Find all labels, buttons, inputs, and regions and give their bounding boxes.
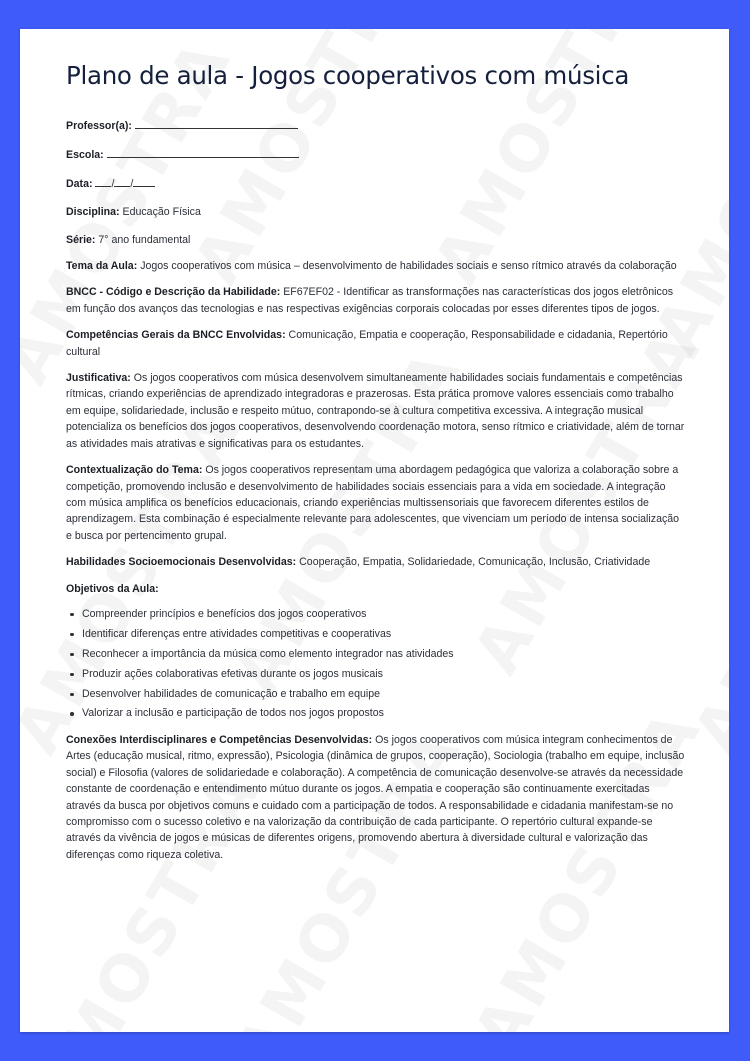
disciplina-label: Disciplina: xyxy=(66,205,120,218)
competencias-text: Comunicação, Empatia e cooperação, Responsabilidade e cidadania, Repertório cultural xyxy=(66,329,668,358)
watermark-text xyxy=(680,756,729,1032)
section-objetivos xyxy=(66,581,686,722)
escola-blank-line[interactable] xyxy=(107,146,299,158)
field-serie xyxy=(66,232,686,248)
section-conexoes xyxy=(66,732,686,863)
tema-label: Tema da Aula: xyxy=(66,260,138,273)
tema-text: Jogos cooperativos com música – desenvolvimento de habilidades sociais e senso rítmico através da colaboração xyxy=(140,260,677,273)
contextualizacao-label: Contextualização do Tema: xyxy=(66,464,203,477)
bncc-label: BNCC - Código e Descrição da Habilidade: xyxy=(66,286,281,299)
conexoes-label: Conexões Interdisciplinares e Competências Desenvolvidas: xyxy=(66,733,373,746)
section-contextualizacao xyxy=(66,462,686,544)
data-year-blank[interactable] xyxy=(133,175,155,187)
list-item: Identificar diferenças entre atividades competitivas e cooperativas xyxy=(82,626,686,642)
data-month-blank[interactable] xyxy=(114,175,130,187)
justificativa-label: Justificativa: xyxy=(66,372,131,385)
disciplina-value: Educação Física xyxy=(122,205,201,218)
professor-blank-line[interactable] xyxy=(135,117,298,129)
objetivos-label: Objetivos da Aula: xyxy=(66,582,159,595)
field-disciplina xyxy=(66,204,686,220)
section-justificativa xyxy=(66,370,686,452)
field-escola xyxy=(66,146,686,163)
data-day-blank[interactable] xyxy=(95,175,111,187)
habilidades-text: Cooperação, Empatia, Solidariedade, Comunicação, Inclusão, Criatividade xyxy=(299,556,651,569)
section-competencias xyxy=(66,327,686,360)
section-bncc xyxy=(66,284,686,317)
data-label: Data: xyxy=(66,177,93,190)
contextualizacao-text: Os jogos cooperativos representam uma abordagem pedagógica que valoriza a colaboração sobre a competição, promovendo inclusão e desenvolvimento de habilidades sociais essenciais para a vida em sociedade. A integração com música amplifica os benefícios educacionais, criando experiências multissensoriais que favorecem diferentes estilos de aprendizagem. Esta combinação é especialmente relevante para adolescentes, que vivenciam um período de intensa socialização e busca por pertencimento grupal. xyxy=(66,464,680,542)
list-item: Desenvolver habilidades de comunicação e trabalho em equipe xyxy=(82,686,686,702)
document-page xyxy=(20,29,729,1032)
document-content xyxy=(66,61,686,873)
serie-label: Série: xyxy=(66,233,96,246)
watermark-text xyxy=(680,396,729,766)
serie-value: 7° ano fundamental xyxy=(98,233,191,246)
list-item: Valorizar a inclusão e participação de todos nos jogos propostos xyxy=(82,705,686,721)
field-professor xyxy=(66,117,686,134)
section-tema xyxy=(66,258,686,274)
section-habilidades xyxy=(66,554,686,570)
list-item: Reconhecer a importância da música como elemento integrador nas atividades xyxy=(82,646,686,662)
competencias-label: Competências Gerais da BNCC Envolvidas: xyxy=(66,329,286,342)
conexoes-text: Os jogos cooperativos com música integram conhecimentos de Artes (educação musical, ritmo, expressão), Psicologia (dinâmica de grupos, cooperação), Sociologia (trabalho em equipe, inclusão social) e Filosofia (valores de solidariedade e colaboração). A competência de comunicação desenvolve-se através da necessidade constante de coordenação e entendimento mútuo durante os jogos. A empatia e cooperação são continuamente exercitadas através da busca por objetivos comuns e cuidado com a participação de todos. A responsabilidade e cidadania manifestam-se no compromisso com o sucesso coletivo e na valorização da contribuição de cada participante. O repertório cultural expande-se através da vivência de jogos e músicas de diferentes origens, promovendo abertura à diversidade cultural e valorização das diferenças como riqueza coletiva. xyxy=(66,733,685,861)
date-separator: / xyxy=(130,177,134,190)
objetivos-list xyxy=(66,606,686,722)
list-item: Produzir ações colaborativas efetivas durante os jogos musicais xyxy=(82,666,686,682)
bncc-text: EF67EF02 - Identificar as transformações nas características dos jogos eletrônicos em função dos avanços das tecnologias e nas respectivas exigências corporais colocadas por esses diferentes tipos de jogos. xyxy=(66,286,674,315)
date-separator: / xyxy=(111,177,115,190)
list-item: Compreender princípios e benefícios dos jogos cooperativos xyxy=(82,606,686,622)
justificativa-text: Os jogos cooperativos com música desenvolvem simultaneamente habilidades sociais fundamentais e competências rítmicas, criando experiências de aprendizado integradoras e prazerosas. Esta prática promove valores essenciais como trabalho em equipe, solidariedade, inclusão e respeito mútuo, contrapondo-se à cultura competitiva excessiva. A integração musical potencializa os benefícios dos jogos cooperativos, desenvolvendo coordenação motora, senso rítmico e criatividade, além de tornar as atividades mais atrativas e significativas para os estudantes. xyxy=(66,372,685,450)
field-data xyxy=(66,175,686,192)
professor-label: Professor(a): xyxy=(66,120,132,132)
page-title: Plano de aula - Jogos cooperativos com música xyxy=(66,61,630,90)
habilidades-label: Habilidades Socioemocionais Desenvolvidas: xyxy=(66,556,297,569)
escola-label: Escola: xyxy=(66,148,104,161)
